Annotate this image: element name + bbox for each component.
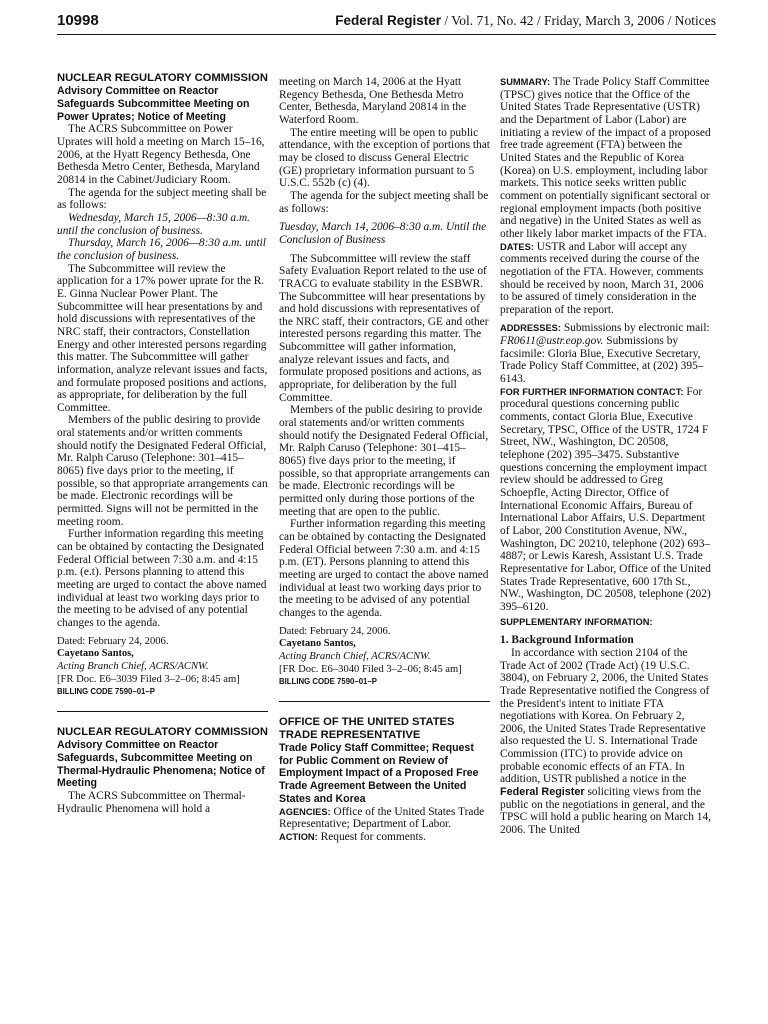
background-text-continued: soliciting views from the public on the negotiations in general, and the TPSC will hold a public hearing on March 14, 2006. The United (500, 786, 712, 837)
contact-text: For procedural questions concerning public comments, contact Gloria Blue, Executive Secretary, TPSC, Office of the USTR, 1724 F Street, NW., Washington, DC 20508, telephone (202) 395–3475. Substantive questions concerning the employment impact review should be addressed to Greg Schoepfle, Acting Director, Office of International Economic Affairs, Bureau of International Labor Affairs, U.S. Department of Labor, 200 Constitution Avenue, NW., Washington, DC 20210, telephone (202) 693–4887; or Lewis Karesh, Assistant U.S. Trade Representative for Labor, Office of the United States Trade Representative, 600 17th St., NW., Washington, DC 20508, telephone (202) 395–6120. (500, 385, 711, 613)
addresses-label: ADDRESSES: (500, 323, 561, 334)
dates-section (500, 241, 712, 317)
addresses-text: Submissions by electronic mail: (563, 322, 710, 335)
notice-subject: Advisory Committee on Reactor Safeguards, Subcommittee Meeting on Thermal-Hydraulic Phenomena; Notice of Meeting (57, 738, 265, 790)
summary-label: SUMMARY: (500, 77, 551, 87)
agency-heading: NUCLEAR REGULATORY COMMISSION (57, 72, 268, 84)
paragraph: The ACRS Subcommittee on Power Uprates will hold a meeting on March 15–16, 2006, at the Hyatt Regency Bethesda, One Bethesda Metro Center, Bethesda, Maryland 20814 in the Cabinet/Judiciary Room. (57, 123, 265, 187)
signer-title: Acting Branch Chief, ACRS/ACNW. (279, 650, 431, 662)
page-number: 10998 (57, 12, 99, 29)
schedule-line: Tuesday, March 14, 2006–8:30 a.m. Until the Conclusion of Business (279, 221, 487, 246)
paragraph: The Subcommittee will review the staff Safety Evaluation Report related to the use of TRACG to evaluate stability in the ESBWR. The Subcommittee will hear presentations by and hold discussions with representatives of the NRC staff, their contractors, GE and other interested persons regarding this matter. The Subcommittee will gather information, analyze relevant issues and facts, and formulate proposed positions and actions, as appropriate, for deliberation by the full Committee. (279, 252, 489, 404)
action-text: Request for comments. (320, 831, 426, 844)
addresses-section (500, 322, 712, 385)
dates-label: DATES: (500, 241, 534, 252)
section-divider (279, 701, 490, 702)
schedule-line: Wednesday, March 15, 2006—8:30 a.m. until the conclusion of business. (57, 211, 251, 237)
dated-line: Dated: February 24, 2006. (279, 625, 391, 637)
paragraph: Further information regarding this meeting can be obtained by contacting the Designated Federal Official between 7:30 a.m. and 4:15 p.m. (ET). Persons planning to attend this meeting are urged to contact the above named individual at least two working days prior to the meeting to be advised of any potential changes to the agenda. (279, 518, 489, 619)
supplementary-label: SUPPLEMENTARY INFORMATION: (500, 616, 653, 627)
signer-name: Cayetano Santos, (279, 638, 356, 650)
paragraph: meeting on March 14, 2006 at the Hyatt Regency Bethesda, One Bethesda Metro Center, Bethesda, Maryland 20814 in the Waterford Room. (279, 76, 467, 126)
email-address: FR0611@ustr.eop.gov. (500, 335, 604, 348)
agency-heading: OFFICE OF THE UNITED STATES TRADE REPRESENTATIVE (279, 715, 455, 741)
background-paragraph (500, 647, 712, 837)
fr-doc-line: [FR Doc. E6–3039 Filed 3–2–06; 8:45 am] (57, 673, 240, 685)
signer-title: Acting Branch Chief, ACRS/ACNW. (57, 660, 209, 672)
column-2 (279, 76, 490, 844)
background-text: In accordance with section 2104 of the Trade Act of 2002 (Trade Act) (19 U.S.C. 3804), on February 2, 2006, the United States Trade Representative notified the Congress of the President's intent to initiate FTA negotiations with Korea. On February 2, 2006, the United States Trade Representative also requested the U. S. International Trade Commission (ITC) to provide advice on probable economic effects of an FTA. In addition, USTR published a notice in the (500, 646, 710, 786)
agency-heading: NUCLEAR REGULATORY COMMISSION (57, 725, 268, 738)
addresses-fax-text: Submissions by facsimile: Gloria Blue, Executive Secretary, Trade Policy Staff Committee, at (202) 395–6143. (500, 335, 704, 386)
dates-text: USTR and Labor will accept any comments received during the course of the negotiation of the FTA. However, comments should be received by noon, March 31, 2006 to be assured of timely consideration in the preparation of the report. (500, 240, 704, 316)
contact-section (500, 386, 712, 614)
signer-name: Cayetano Santos, (57, 648, 134, 660)
publication-name: Federal Register (335, 13, 442, 28)
summary-text: The Trade Policy Staff Committee (TPSC) gives notice that the Office of the United States Trade Representative (USTR) and the Department of Labor (Labor) are initiating a review of the impact of a proposed free trade agreement (FTA) between the United States and the Republic of Korea (Korea) on U.S. employment, including labor markets. This notice seeks written public comment on potentially significant sectoral or regional employment impacts (both positive and negative) in the United States as well as other likely labor market impacts of the FTA. (500, 76, 711, 240)
background-heading: 1. Background Information (500, 634, 634, 647)
paragraph: The ACRS Subcommittee on Thermal-Hydraulic Phenomena will hold a (57, 790, 246, 815)
section-divider (57, 711, 268, 712)
action-label: ACTION: (279, 832, 318, 843)
paragraph: Members of the public desiring to provide oral statements and/or written comments should notify the Designated Federal Official, Mr. Ralph Caruso (Telephone: 301–415–8065) five days prior to the meeting, if possible, so that appropriate arrangements can be made. Electronic recordings will be permitted. Signs will not be permitted in the meeting room. (57, 414, 268, 528)
dated-line: Dated: February 24, 2006. (57, 635, 169, 647)
column-3 (500, 76, 712, 837)
action-line (279, 831, 490, 844)
agencies-text: Office of the United States Trade Representative; Department of Labor. (279, 805, 485, 831)
fr-doc-line: [FR Doc. E6–3040 Filed 3–2–06; 8:45 am] (279, 663, 462, 675)
federal-register-ref: Federal Register (500, 786, 585, 799)
paragraph: The agenda for the subject meeting shall be as follows: (57, 186, 267, 212)
paragraph: Further information regarding this meeting can be obtained by contacting the Designated Federal Official between 7:30 a.m. and 4:15 p.m. (e.t). Persons planning to attend this meeting are urged to contact the above named individual at least two working days prior to the meeting to be advised of any potential changes to the agenda. (57, 528, 267, 629)
schedule-line: Thursday, March 16, 2006—8:30 a.m. until the conclusion of business. (57, 237, 266, 262)
contact-label: FOR FURTHER INFORMATION CONTACT: (500, 386, 684, 397)
notice-subject: Trade Policy Staff Committee; Request for Public Comment on Review of Employment Impact of a Proposed Free Trade Agreement Between the United States and Korea (279, 741, 479, 806)
agencies-label: AGENCIES: (279, 806, 331, 817)
page-header (57, 12, 716, 34)
paragraph: Members of the public desiring to provide oral statements and/or written comments should notify the Designated Federal Official, Mr. Ralph Caruso (Telephone: 301–415–8065) five days prior to the meeting, if possible, so that appropriate arrangements can be made. Electronic recordings will be permitted only during those portions of the meeting that are open to the public. (279, 404, 490, 518)
billing-code: BILLING CODE 7590–01–P (57, 687, 155, 697)
column-1 (57, 72, 268, 815)
publication-citation (335, 13, 716, 29)
billing-code: BILLING CODE 7590–01–P (279, 677, 377, 687)
issue-citation: / Vol. 71, No. 42 / Friday, March 3, 2006 / Notices (441, 13, 716, 28)
notice-subject: Advisory Committee on Reactor Safeguards Subcommittee Meeting on Power Uprates; Notice of Meeting (57, 85, 250, 123)
summary-section (500, 76, 712, 241)
header-rule (57, 34, 716, 35)
paragraph: The Subcommittee will review the application for a 17% power uprate for the R. E. Ginna Nuclear Power Plant. The Subcommittee will hear presentations by and hold discussions with representatives of the NRC staff, their contractors, Constellation Energy and other interested persons regarding this matter. The Subcommittee will gather information, analyze relevant issues and facts, and formulate proposed positions and actions, as appropriate, for deliberation by the full Committee. (57, 262, 268, 414)
paragraph: The entire meeting will be open to public attendance, with the exception of portions that may be closed to discuss General Electric (GE) proprietary information pursuant to 5 U.S.C. 552b (c) (4). (279, 126, 490, 190)
agencies-line (279, 806, 490, 831)
paragraph: The agenda for the subject meeting shall be as follows: (279, 189, 489, 215)
